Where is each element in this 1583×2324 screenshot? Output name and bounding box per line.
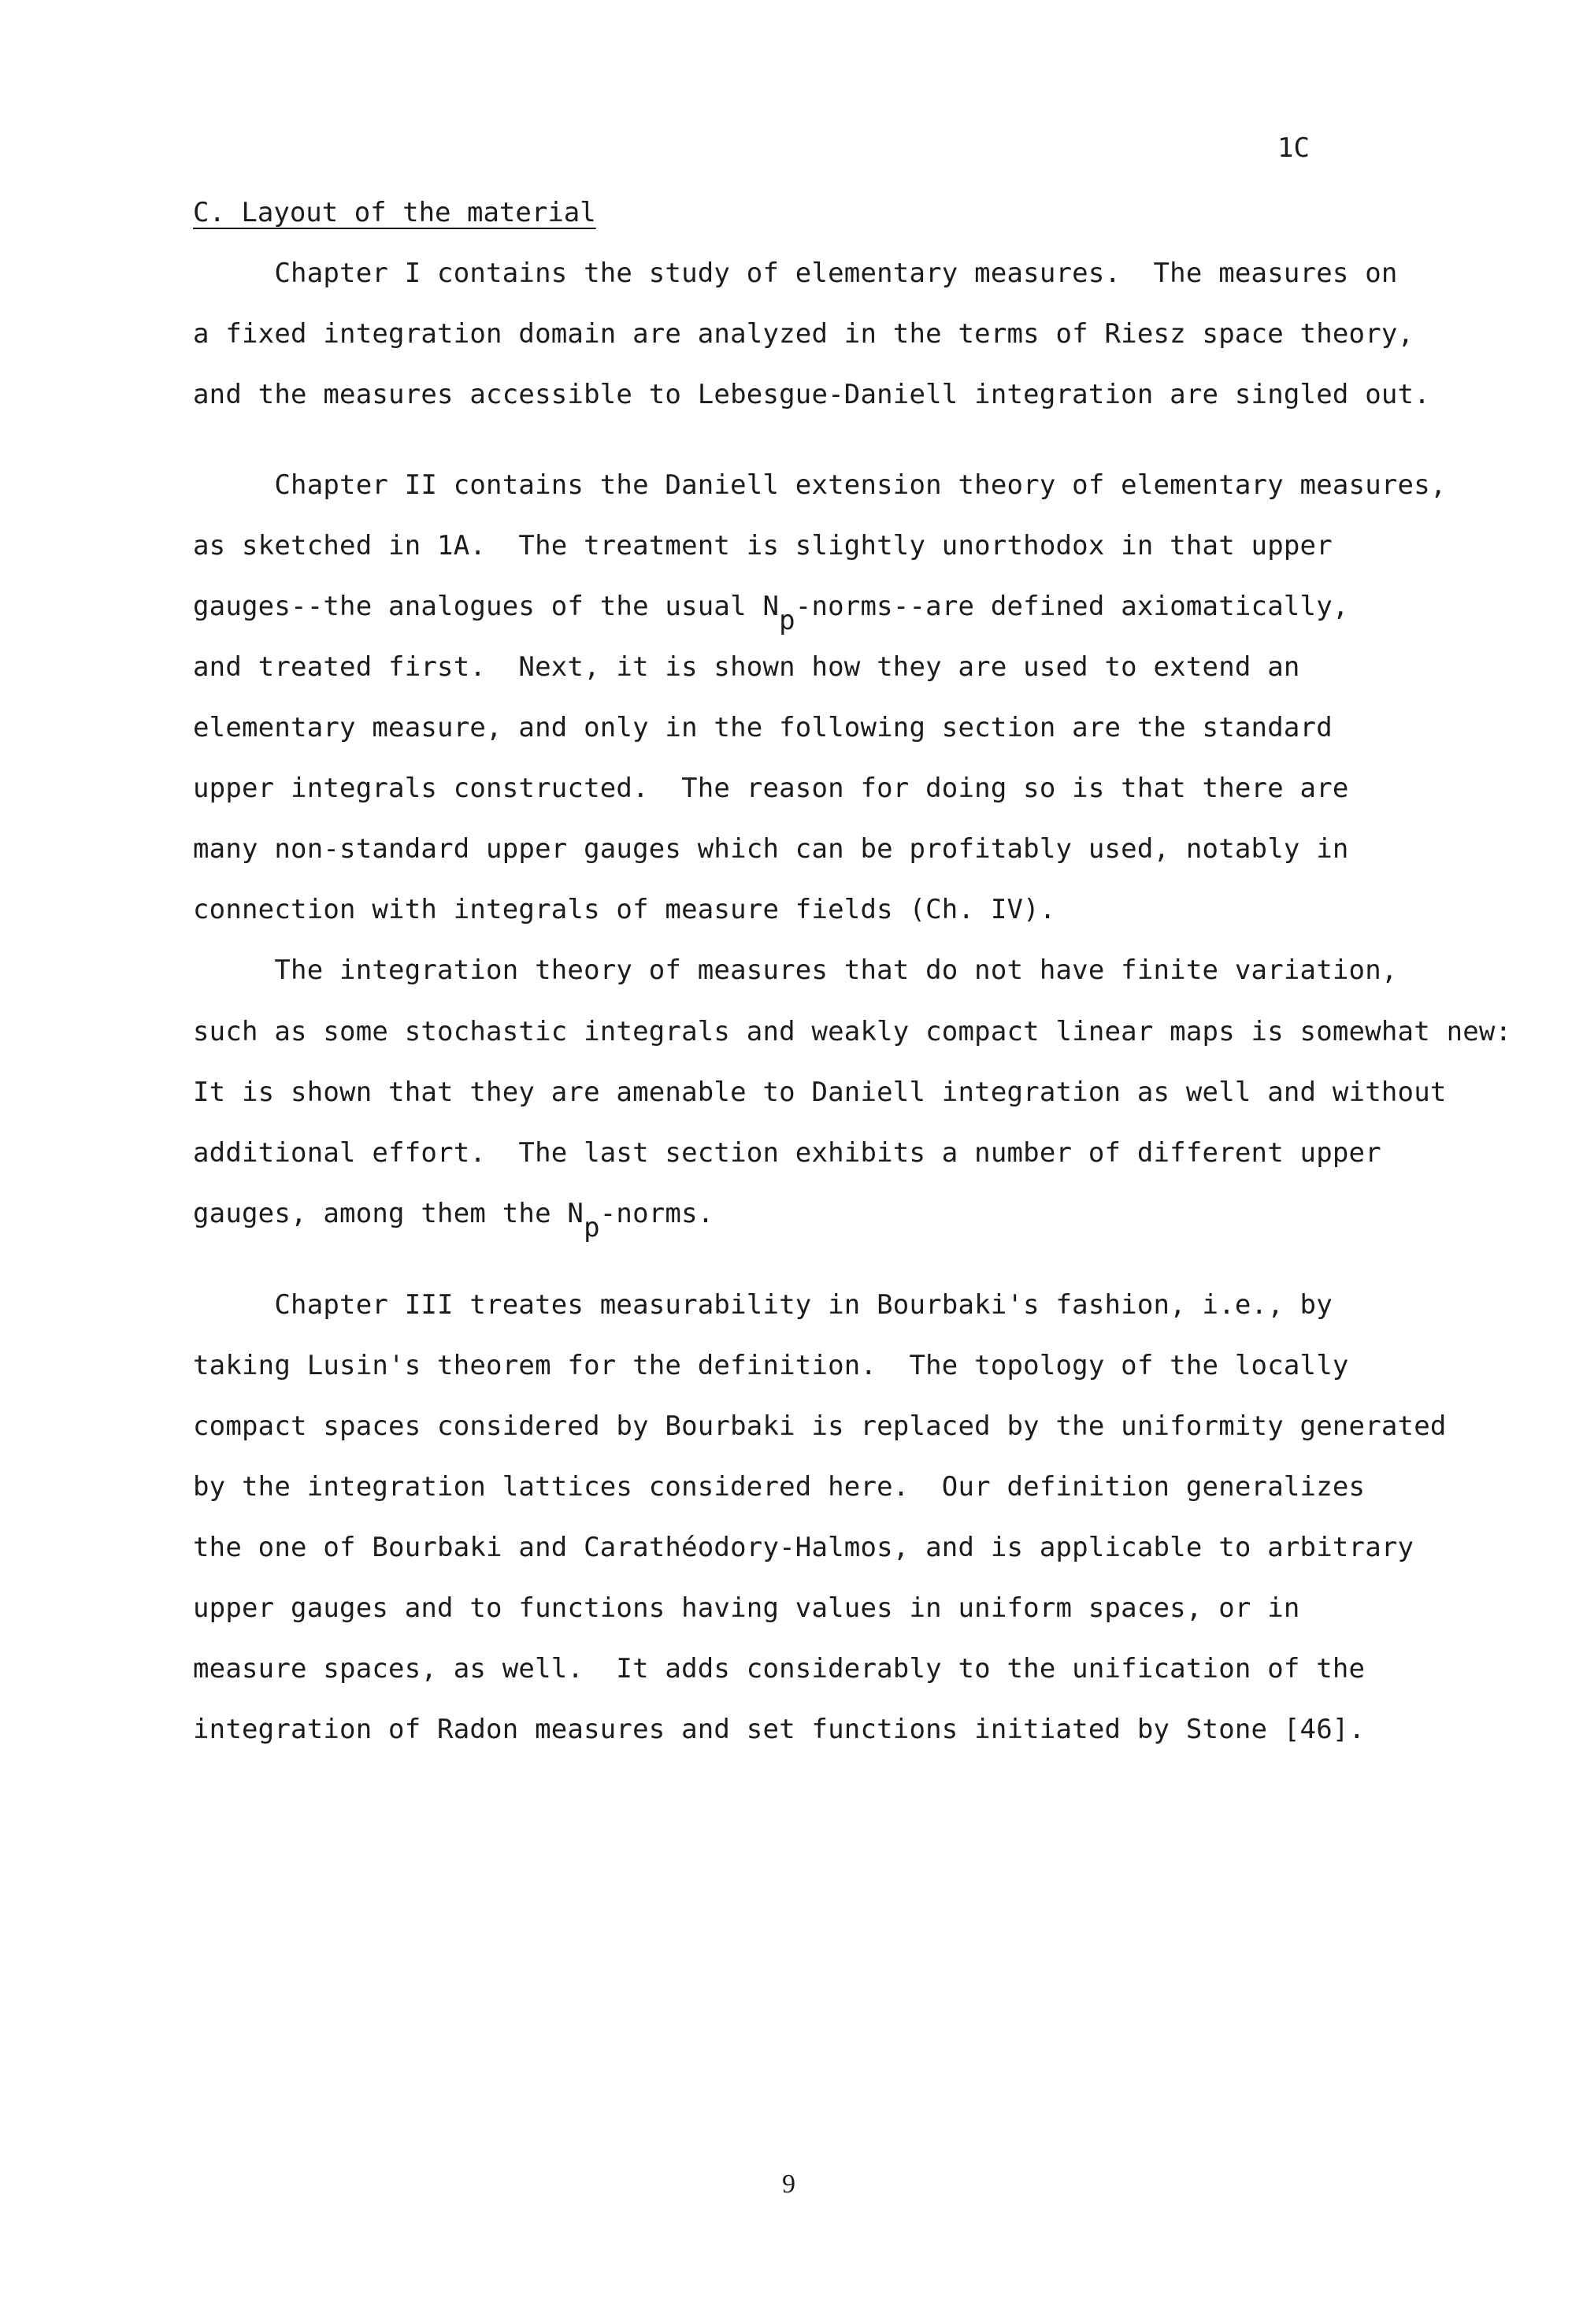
paragraph-4-line-8: integration of Radon measures and set functions initiated by Stone [46]. [193,1714,1366,1745]
paragraph-4-line-3: compact spaces considered by Bourbaki is replaced by the uniformity generated [193,1410,1447,1442]
paragraph-4-line-1: Chapter III treates measurability in Bourbaki's fashion, i.e., by [193,1289,1333,1321]
line-text: -norms. [599,1198,714,1229]
paragraph-3-line-5 [193,1198,714,1244]
paragraph-2-line-1: Chapter II contains the Daniell extension theory of elementary measures, [193,469,1447,501]
paragraph-2-line-7: many non-standard upper gauges which can be profitably used, notably in [193,833,1349,865]
paragraph-2-line-4: and treated first. Next, it is shown how they are used to extend an [193,651,1300,683]
line-text: gauges--the analogues of the usual N [193,591,780,622]
paragraph-3-line-4: additional effort. The last section exhibits a number of different upper [193,1137,1381,1169]
paragraph-3-line-2: such as some stochastic integrals and weakly compact linear maps is somewhat new: [193,1016,1512,1047]
paragraph-3-line-3: It is shown that they are amenable to Daniell integration as well and without [193,1077,1447,1108]
paragraph-2-line-2: as sketched in 1A. The treatment is slightly unorthodox in that upper [193,530,1333,562]
paragraph-1-line-2: a fixed integration domain are analyzed in the terms of Riesz space theory, [193,318,1414,350]
paragraph-4-line-6: upper gauges and to functions having values in uniform spaces, or in [193,1592,1300,1624]
paragraph-4-line-7: measure spaces, as well. It adds considerably to the unification of the [193,1653,1366,1685]
page-number: 9 [782,2170,795,2199]
paragraph-3-line-1: The integration theory of measures that do not have finite variation, [193,954,1398,986]
paragraph-2-line-3 [193,591,1349,636]
paragraph-1-line-3: and the measures accessible to Lebesgue-Daniell integration are singled out. [193,379,1430,410]
line-text: gauges, among them the N [193,1198,584,1229]
subscript-p: p [584,1212,600,1244]
paragraph-1-line-1: Chapter I contains the study of elementary measures. The measures on [193,258,1398,289]
paragraph-4-line-4: by the integration lattices considered here. Our definition generalizes [193,1471,1366,1503]
paragraph-4-line-5: the one of Bourbaki and Carathéodory-Halmos, and is applicable to arbitrary [193,1532,1414,1563]
section-heading: C. Layout of the material [193,197,596,228]
paragraph-2-line-5: elementary measure, and only in the following section are the standard [193,712,1333,743]
paragraph-2-line-8: connection with integrals of measure fields (Ch. IV). [193,894,1056,925]
paragraph-2-line-6: upper integrals constructed. The reason for doing so is that there are [193,773,1349,804]
line-text: -norms--are defined axiomatically, [795,591,1349,622]
subscript-p: p [779,605,795,636]
paragraph-4-line-2: taking Lusin's theorem for the definition. The topology of the locally [193,1350,1349,1381]
section-number: 1C [1277,132,1310,164]
